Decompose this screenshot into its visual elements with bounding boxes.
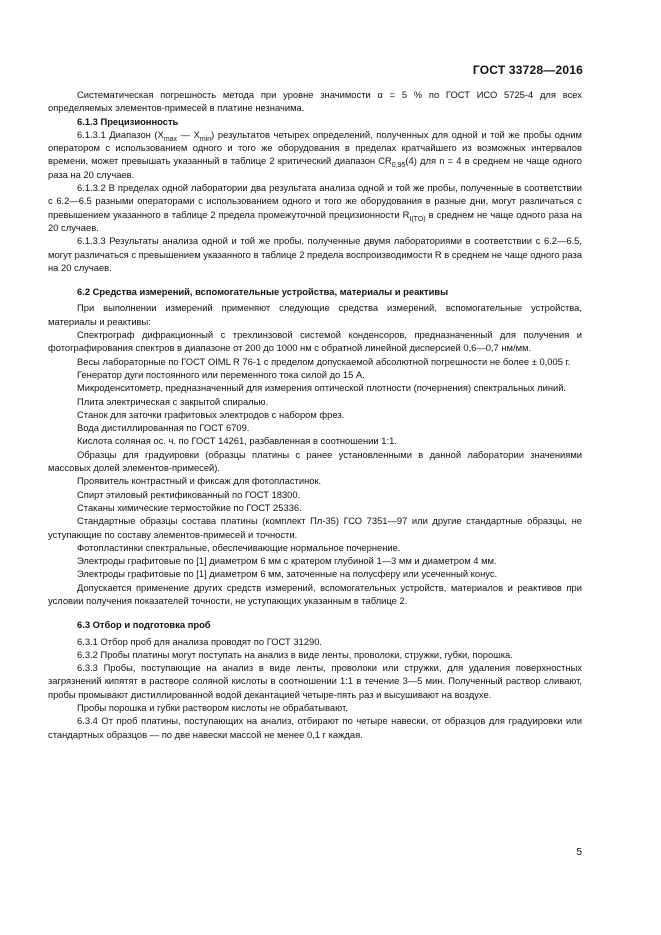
list-item: Спектрограф дифракционный с трехлинзовой системой конденсоров, предназначенный для получения и фотографирования спектров в диапазоне от 200 до 1000 нм с обратной линейной дисперсией 0,6—0,7 нм/мм. <box>48 329 582 354</box>
list-item: Электроды графитовые по [1] диаметром 6 мм, заточенные на полусферу или усеченный конус. <box>77 568 498 580</box>
list-item: Допускается применение других средств измерений, вспомогательных устройств, материалов и реактивов при условии получения показателей точности, не уступающих указанным в таблице 2. <box>48 581 582 606</box>
precision-paragraph-3: 6.1.3.3 Результаты анализа одной и той же пробы, полученные двумя лабораториями в соответствии с 6.2—6.5, могут различаться с превышением указанного в таблице 2 предела воспроизводимости R в среднем не чаще одного раза на 20 случаев. <box>48 235 582 273</box>
list-item: Стандартные образцы состава платины (комплект Пл-35) ГСО 7351—97 или другие стандартные образцы, не уступающие по составу элементов-примесей и точности. <box>48 515 582 540</box>
list-item: Генератор дуги постоянного или переменного тока силой до 15 А. <box>77 368 365 380</box>
page-number: 5 <box>576 847 582 858</box>
precision-paragraph-1: 6.1.3.1 Диапазон ($X_{max}$ — $X_{min}$) результатов четырех определений, полученных для одной и той же пробы одним оператором с использованием одного и того же оборудования в пределах кратчайшего из возможных интервалов времени, может превышать указанный в таблице 2 критический диапазон $CR_{0,95}(4)$ для n = 4 в среднем не чаще одного раза на 20 случаев. <box>48 128 583 180</box>
list-item: Вода дистиллированная по ГОСТ 6709. <box>77 422 250 434</box>
page-content <box>48 88 582 741</box>
list-item: Микроденситометр, предназначенный для измерения оптической плотности (почернения) спектральных линий. <box>77 382 567 394</box>
list-item: При выполнении измерений применяют следующие средства измерений, вспомогательные устройства, материалы и реактивы: <box>48 302 582 327</box>
list-item: 6.3.1 Отбор проб для анализа проводят по ГОСТ 31290. <box>77 635 323 647</box>
section-6-3-heading: 6.3 Отбор и подготовка проб <box>77 619 211 631</box>
list-item: Спирт этиловый ректификованный по ГОСТ 18300. <box>77 488 301 500</box>
precision-paragraph-2: 6.1.3.2 В пределах одной лаборатории два результата анализа одной и той же пробы, полученные в соответствии с 6.2—6.5 разными операторами с использованием одного и того же оборудования в разные дни, могут различаться с превышением указанного в таблице 2 предела промежуточной прецизионности $R_{I(TO)}$ в среднем не чаще одного раза на 20 случаев. <box>48 182 582 233</box>
list-item: Кислота соляная ос. ч. по ГОСТ 14261, разбавленная в соотношении 1:1. <box>77 435 397 447</box>
list-item: Плита электрическая с закрытой спиралью. <box>77 395 269 407</box>
list-item: 6.3.2 Пробы платины могут поступать на анализ в виде ленты, проволоки, стружки, губки, порошка. <box>77 648 513 660</box>
list-item: 6.3.4 От проб платины, поступающих на анализ, отбирают по четыре навески, от образцов для градуировки или стандартных образцов — по две навески массой не менее 0,1 г каждая. <box>48 715 582 740</box>
list-item: Пробы порошка и губки раствором кислоты не обрабатывают. <box>77 702 348 714</box>
precision-heading: 6.1.3 Прецизионность <box>77 115 179 127</box>
list-item: Весы лабораторные по ГОСТ OIML R 76-1 с пределом допускаемой абсолютной погрешности не более ± 0,005 г. <box>77 355 571 367</box>
list-item: Электроды графитовые по [1] диаметром 6 мм с кратером глубиной 1—3 мм и диаметром 4 мм. <box>77 555 497 567</box>
document-code: ГОСТ 33728—2016 <box>472 63 583 77</box>
section-6-2-heading: 6.2 Средства измерений, вспомогательные устройства, материалы и реактивы <box>77 286 449 298</box>
list-item: Стаканы химические термостойкие по ГОСТ 25336. <box>77 501 302 513</box>
list-item: Станок для заточки графитовых электродов с набором фрез. <box>77 408 345 420</box>
systematic-error-paragraph: Систематическая погрешность метода при уровне значимости α = 5 % по ГОСТ ИСО 5725-4 для всех определяемых элементов-примесей в платине незначима. <box>48 89 582 114</box>
list-item: Проявитель контрастный и фиксаж для фотопластинок. <box>77 475 322 487</box>
list-item: 6.3.3 Пробы, поступающие на анализ в виде ленты, проволоки или стружки, для удаления поверхностных загрязнений кипятят в растворе соляной кислоты в соотношении 1:1 в течение 3—5 мин. Полученный раствор сливают, пробы промывают дистиллированной водой декантацией четыре-пять раз и высушивают на воздухе. <box>48 662 582 700</box>
list-item: Фотопластинки спектральные, обеспечивающие нормальное почернение. <box>77 541 401 553</box>
list-item: Образцы для градуировки (образцы платины с ранее установленными в данной лаборатории значениями массовых долей элементов-примесей). <box>48 448 582 474</box>
